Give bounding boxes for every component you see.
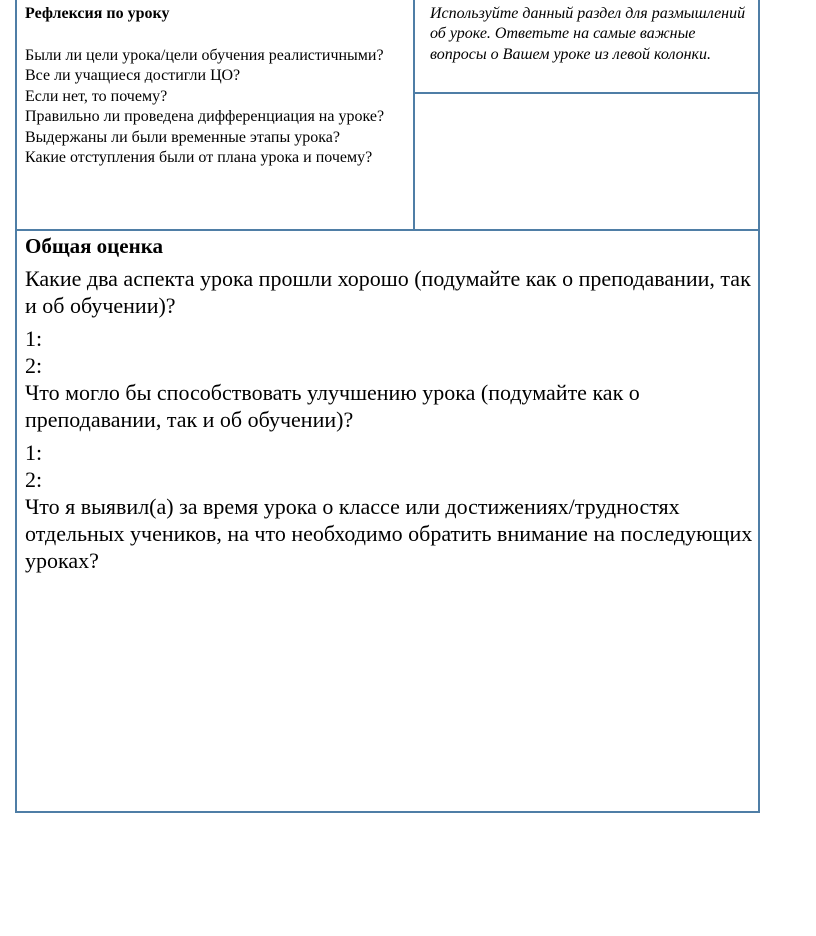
lesson-reflection-table bbox=[15, 0, 760, 813]
overall-heading: Общая оценка bbox=[25, 234, 163, 258]
reflection-questions-cell bbox=[25, 4, 409, 169]
reflection-question: Если нет, то почему? bbox=[25, 87, 168, 105]
row-divider bbox=[17, 229, 758, 231]
reflection-instruction-cell bbox=[430, 4, 756, 65]
overall-question-2: Что могло бы способствовать улучшению урока (подумайте как о преподавании, так и об обучении)? bbox=[25, 380, 640, 432]
overall-assessment-cell bbox=[25, 233, 755, 574]
reflection-question: Были ли цели урока/цели обучения реалистичными? bbox=[25, 46, 384, 64]
overall-question-3: Что я выявил(а) за время урока о классе или достижениях/трудностях отдельных учеников, на что необходимо обратить внимание на последующих уроках? bbox=[25, 494, 753, 573]
right-cell-divider bbox=[413, 92, 758, 94]
reflection-question: Выдержаны ли были временные этапы урока? bbox=[25, 128, 340, 146]
reflection-question: Какие отступления были от плана урока и почему? bbox=[25, 149, 373, 166]
reflection-question: Правильно ли проведена дифференциация на уроке? bbox=[25, 108, 385, 125]
answer-line: 1: bbox=[25, 440, 43, 465]
reflection-question: Все ли учащиеся достигли ЦО? bbox=[25, 67, 241, 84]
answer-line: 2: bbox=[25, 353, 43, 378]
answer-line: 2: bbox=[25, 467, 43, 492]
reflection-instruction: Используйте данный раздел для размышлений об уроке. Ответьте на самые важные вопросы о Вашем уроке из левой колонки. bbox=[430, 5, 746, 63]
answer-line: 1: bbox=[25, 326, 43, 351]
column-divider bbox=[413, 0, 415, 229]
reflection-title: Рефлексия по уроку bbox=[25, 5, 170, 22]
overall-question-1: Какие два аспекта урока прошли хорошо (подумайте как о преподавании, так и об обучении)? bbox=[25, 266, 751, 318]
